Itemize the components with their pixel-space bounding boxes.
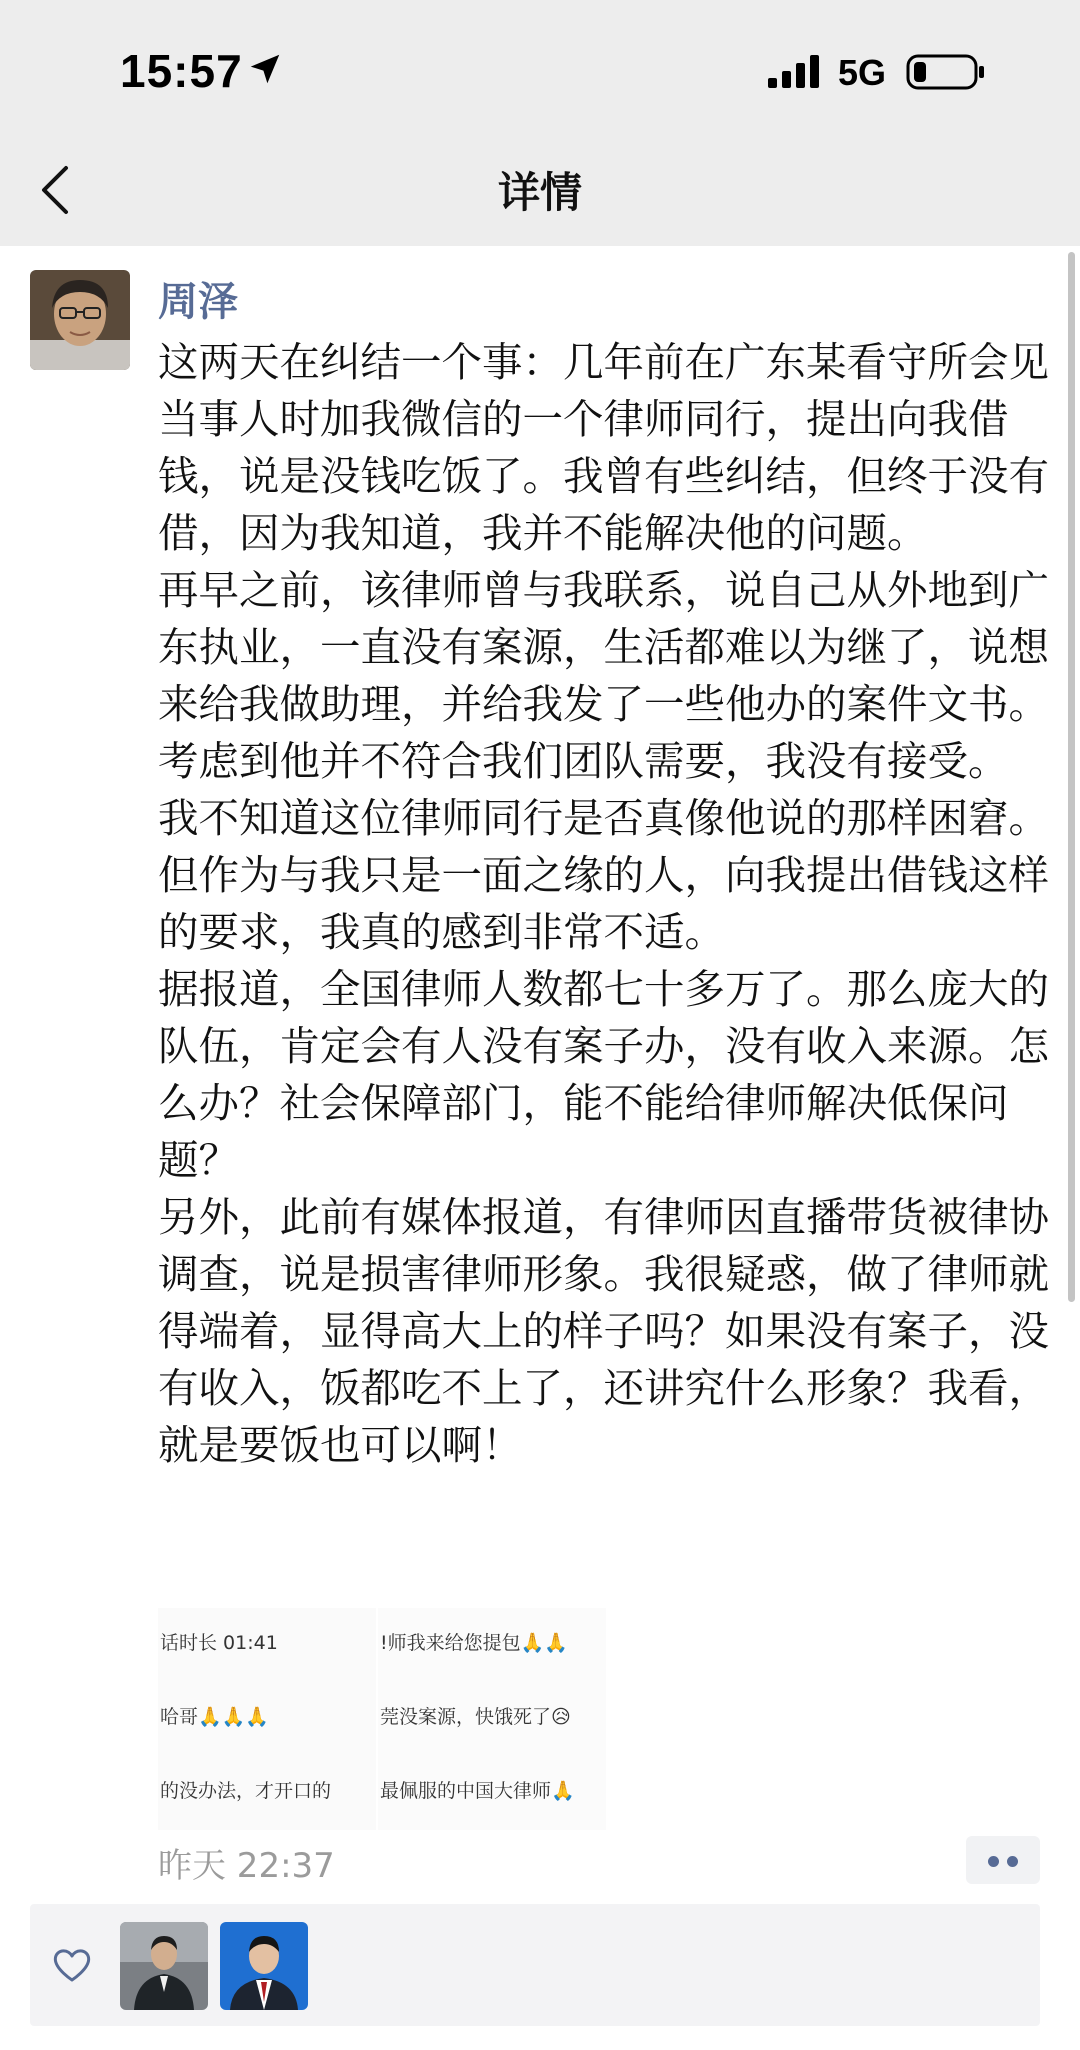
screenshot-right-panel	[378, 1608, 606, 1830]
network-type-label: 5G	[838, 52, 887, 93]
battery-low-icon	[906, 52, 986, 92]
cellular-signal-icon	[766, 52, 824, 92]
more-dots-icon	[988, 1856, 999, 1867]
post-paragraph: 再早之前，该律师曾与我联系，说自己从外地到广东执业，一直没有案源，生活都难以为继了，说想来给我做助理，并给我发了一些他办的案件文书。考虑到他并不符合我们团队需要，我没有接受。	[158, 566, 1049, 785]
liker-avatar[interactable]	[220, 1922, 308, 2010]
liker-avatar-image	[220, 1922, 308, 2010]
post-paragraph: 我不知道这位律师同行是否真像他说的那样困窘。但作为与我只是一面之缘的人，向我提出借钱这样的要求，我真的感到非常不适。	[158, 794, 1049, 956]
liker-avatar-image	[120, 1922, 208, 2010]
likes-panel	[30, 1904, 1040, 2026]
liker-avatar[interactable]	[120, 1922, 208, 2010]
post-content	[158, 334, 1058, 1474]
screenshot-text: 莞没案源，快饿死了😥	[380, 1706, 571, 1728]
screenshot-text: 哈哥🙏🙏🙏	[160, 1706, 269, 1728]
nav-bar	[0, 130, 1080, 246]
more-dots-icon	[1007, 1856, 1018, 1867]
location-arrow-icon	[246, 50, 284, 88]
screenshot-text: 的没办法，才开口的	[160, 1780, 332, 1802]
status-time: 15:57	[120, 45, 243, 97]
scrollbar[interactable]	[1068, 252, 1075, 1302]
author-avatar[interactable]	[30, 270, 130, 370]
attached-chat-screenshot[interactable]	[158, 1608, 606, 1830]
post-timestamp: 昨天 22:37	[158, 1846, 335, 1886]
more-actions-button[interactable]	[966, 1836, 1040, 1884]
post-paragraph: 这两天在纠结一个事：几年前在广东某看守所会见当事人时加我微信的一个律师同行，提出向我借钱，说是没钱吃饭了。我曾有些纠结，但终于没有借，因为我知道，我并不能解决他的问题。	[158, 338, 1049, 557]
screenshot-text: 最佩服的中国大律师🙏	[380, 1780, 575, 1802]
post-paragraph: 据报道，全国律师人数都七十多万了。那么庞大的队伍，肯定会有人没有案子办，没有收入来源。怎么办？社会保障部门，能不能给律师解决低保问题？	[158, 965, 1049, 1184]
page-title: 详情	[497, 168, 582, 217]
screenshot-text: !师我来给您提包🙏🙏	[380, 1632, 568, 1654]
status-bar	[0, 0, 1080, 130]
post-paragraph: 另外，此前有媒体报道，有律师因直播带货被律协调查，说是损害律师形象。我很疑惑，做了律师就得端着，显得高大上的样子吗？如果没有案子，没有收入，饭都吃不上了，还讲究什么形象？我看，就是要饭也可以啊！	[158, 1193, 1049, 1469]
screenshot-left-panel	[158, 1608, 376, 1830]
heart-outline-icon	[52, 1946, 92, 1984]
screenshot-text: 话时长 01:41	[160, 1632, 278, 1654]
author-avatar-image	[30, 270, 130, 370]
author-name[interactable]: 周泽	[158, 279, 238, 325]
